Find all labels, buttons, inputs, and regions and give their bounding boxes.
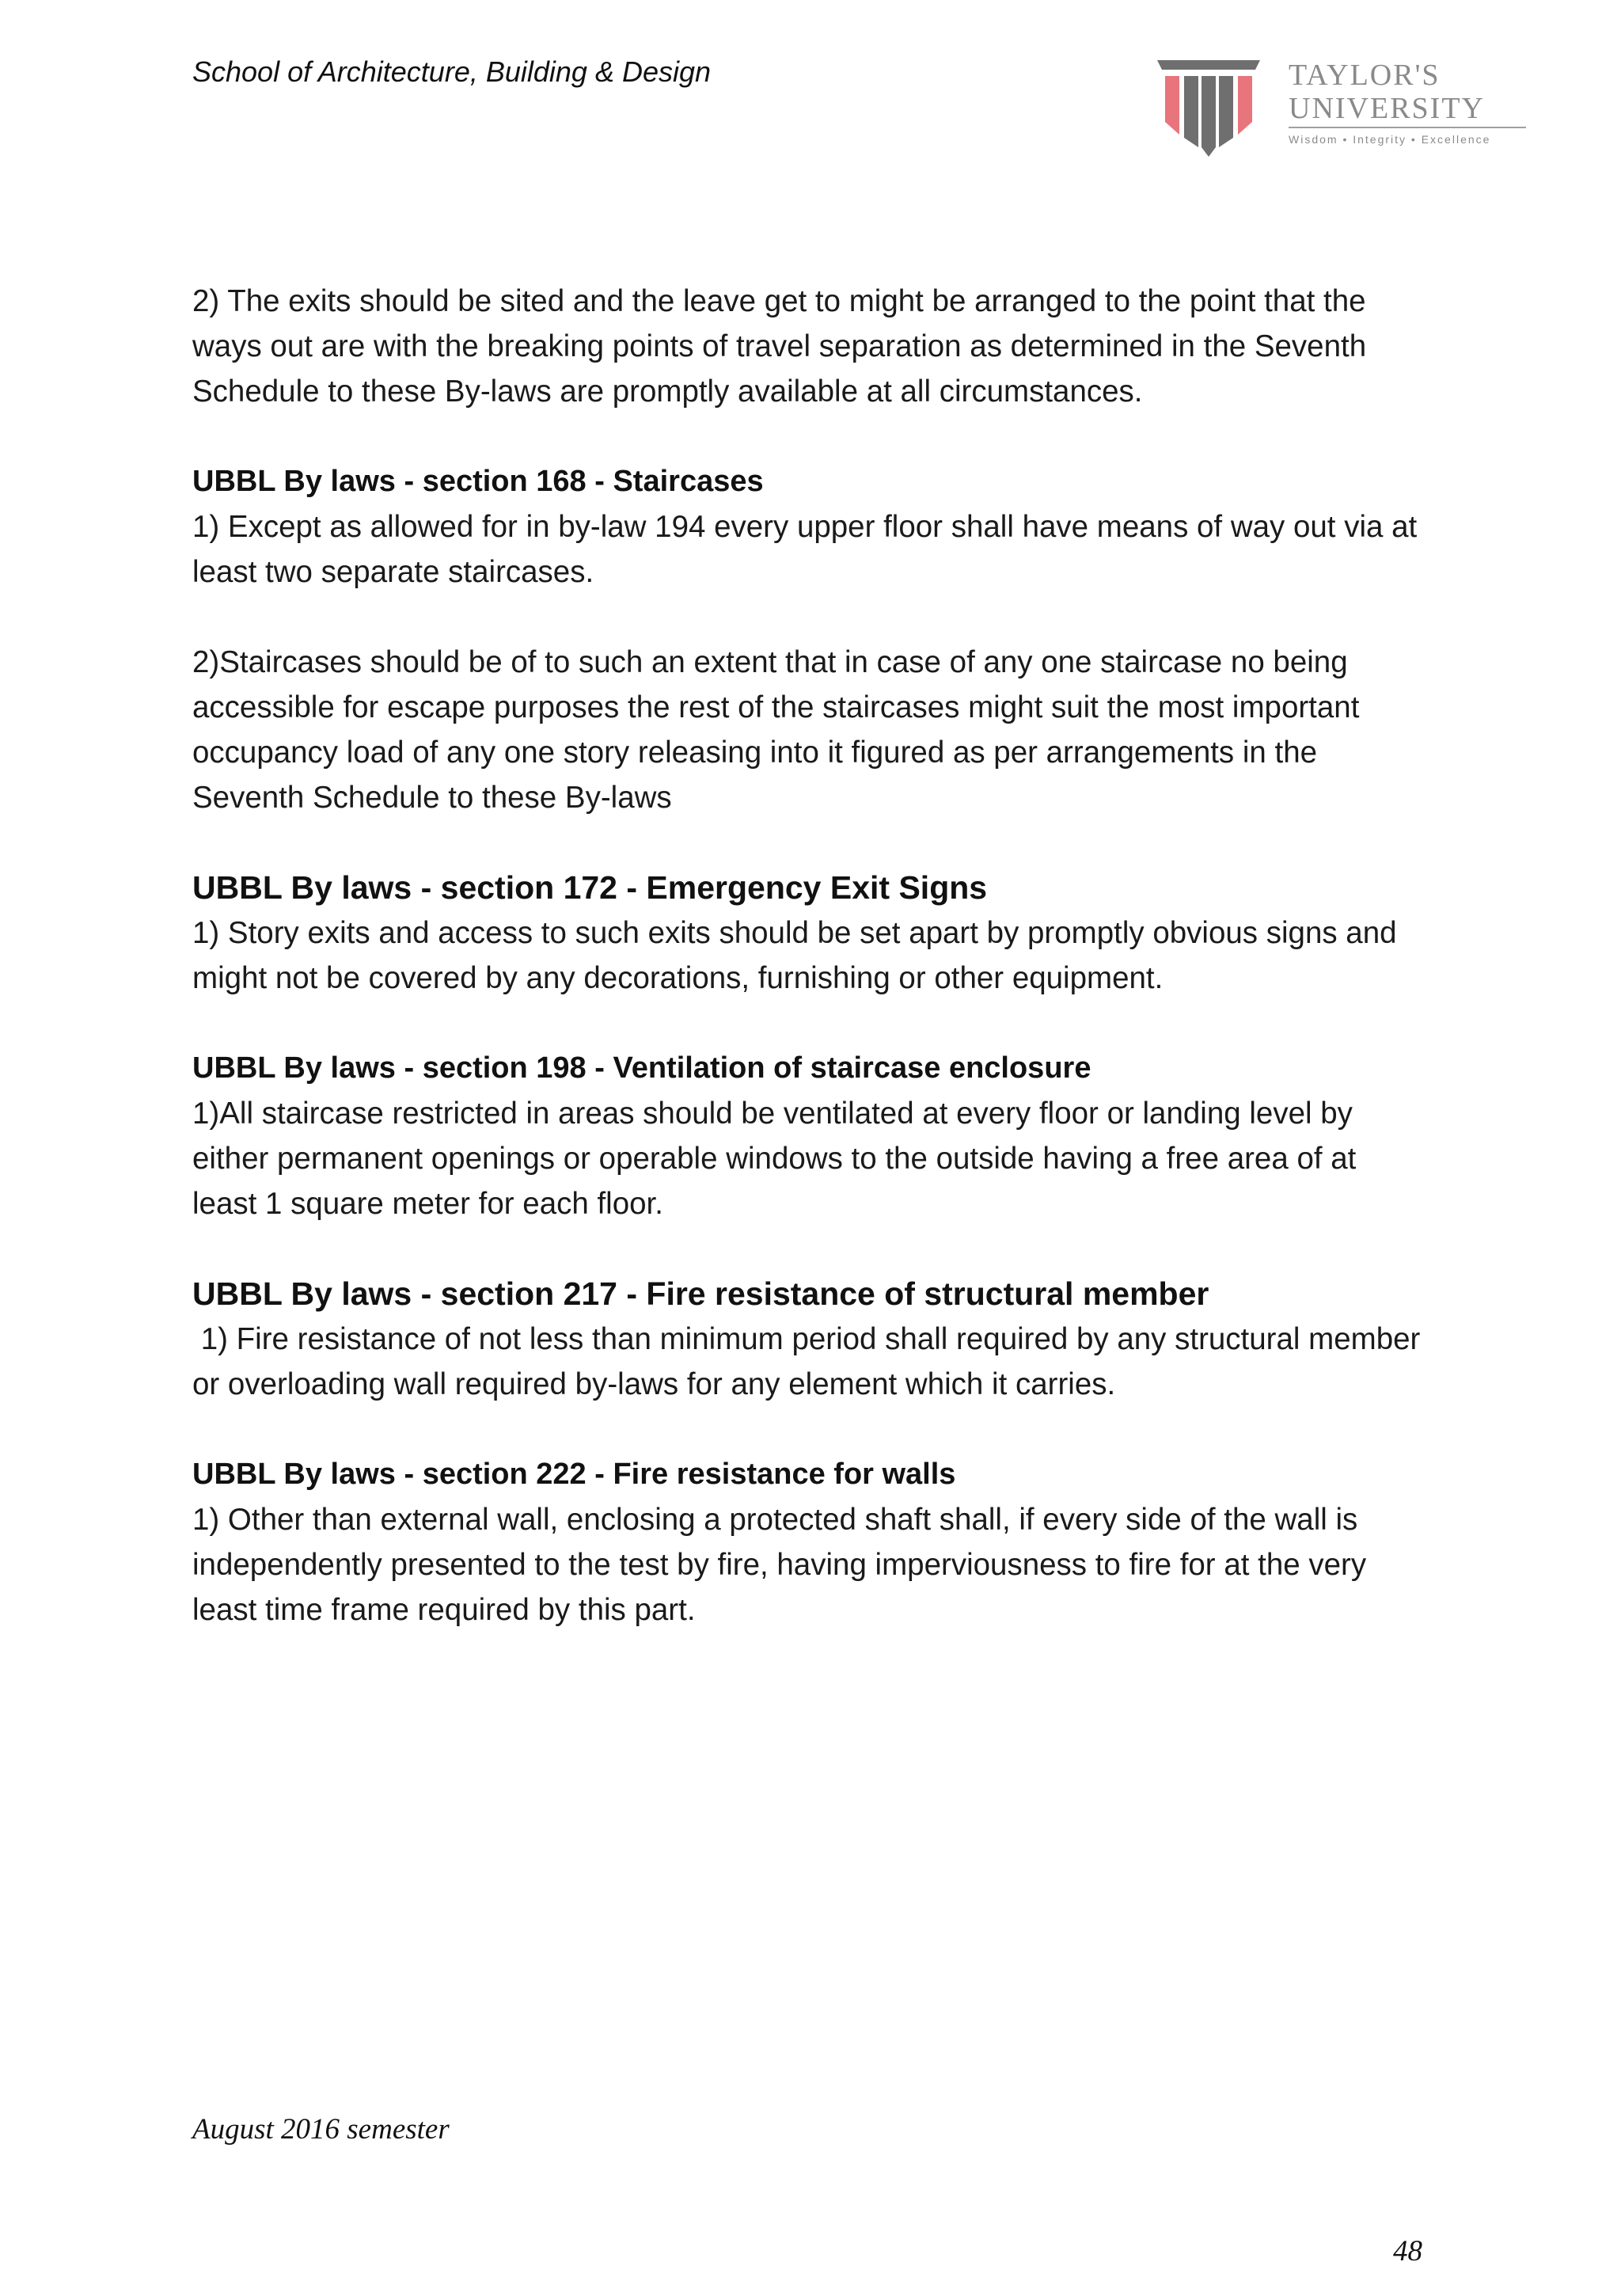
spacer <box>192 595 1427 640</box>
spacer <box>192 1226 1427 1272</box>
school-name: School of Architecture, Building & Design <box>192 55 712 88</box>
logo-name-line1: TAYLOR'S <box>1289 59 1441 92</box>
university-logo <box>1156 59 1528 162</box>
logo-tagline: Wisdom • Integrity • Excellence <box>1289 133 1491 146</box>
section-168 <box>192 459 1427 820</box>
section-172 <box>192 865 1427 1001</box>
section-heading: UBBL By laws - section 217 - Fire resistance of structural member <box>192 1275 1209 1312</box>
spacer <box>192 820 1427 865</box>
section-heading: UBBL By laws - section 168 - Staircases <box>192 465 764 498</box>
logo-divider <box>1289 127 1526 128</box>
section-198 <box>192 1046 1427 1226</box>
logo-name-line2: UNIVERSITY <box>1289 92 1485 125</box>
spacer <box>192 1407 1427 1452</box>
section-paragraph: 1) Fire resistance of not less than minimum period shall required by any structural member or overloading wall required by-laws for any element which it carries. <box>192 1322 1429 1401</box>
spacer <box>192 414 1427 459</box>
section-paragraph: 1) Other than external wall, enclosing a protected shaft shall, if every side of the wall is independently presented to the test by fire, having imperviousness to fire for at the very least time frame required by this part. <box>192 1503 1367 1627</box>
intro-paragraph: 2) The exits should be sited and the leave get to might be arranged to the point that the ways out are with the breaking points of travel separation as determined in the Seventh Schedule to these By-laws are promptly available at all circumstances. <box>192 284 1367 409</box>
section-paragraph: 1)All staircase restricted in areas should be ventilated at every floor or landing level by either permanent openings or operable windows to the outside having a free area of at least 1 square meter for each floor. <box>192 1097 1357 1221</box>
section-222 <box>192 1452 1427 1633</box>
footer-semester: August 2016 semester <box>192 2113 450 2146</box>
section-paragraph: 1) Story exits and access to such exits should be set apart by promptly obvious signs and might not be covered by any decorations, furnishing or other equipment. <box>192 916 1397 995</box>
section-217 <box>192 1272 1427 1407</box>
logo-mark-icon <box>1156 59 1262 158</box>
section-paragraph: 2)Staircases should be of to such an extent that in case of any one staircase no being accessible for escape purposes the rest of the staircases might suit the most important occupancy load of any one story releasing into it figured as per arrangements in the Seventh Schedule to these By-laws <box>192 645 1360 815</box>
page-content <box>192 279 1427 1633</box>
logo-wordmark <box>1289 60 1485 124</box>
page-number: 48 <box>1393 2235 1422 2267</box>
section-heading: UBBL By laws - section 198 - Ventilation of staircase enclosure <box>192 1051 1091 1085</box>
section-paragraph: 1) Except as allowed for in by-law 194 every upper floor shall have means of way out via at least two separate staircases. <box>192 510 1418 589</box>
spacer <box>192 1001 1427 1046</box>
section-heading: UBBL By laws - section 222 - Fire resistance for walls <box>192 1458 956 1491</box>
section-heading: UBBL By laws - section 172 - Emergency Exit Signs <box>192 869 988 906</box>
